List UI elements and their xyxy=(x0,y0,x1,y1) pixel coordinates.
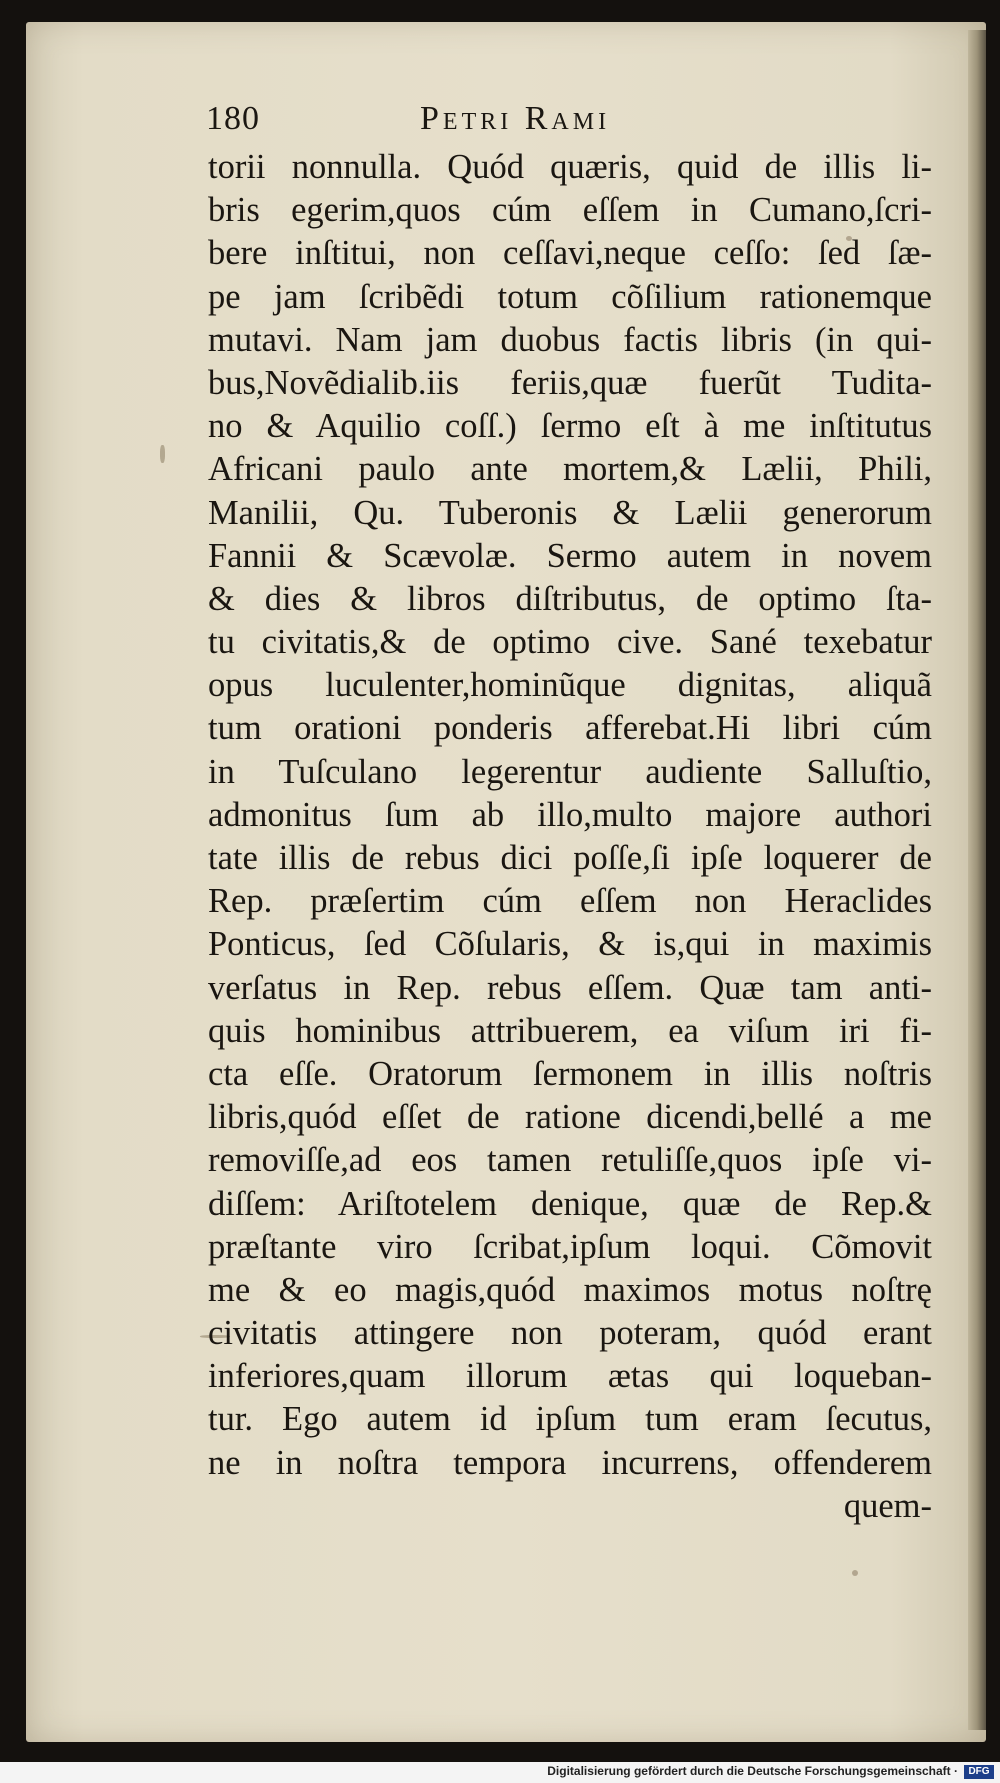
ink-spot xyxy=(852,1570,858,1576)
page-edge xyxy=(968,30,986,1730)
text-line: tur. Ego autem id ipſum tum eram ſecutus, xyxy=(208,1400,932,1439)
text-line: torii nonnulla. Quód quæris, quid de illis li- xyxy=(208,148,932,186)
text-line: & dies & libros diſtributus, de optimo ſta- xyxy=(208,579,932,618)
text-line: inferiores,quam illorum ætas qui loqueban- xyxy=(208,1357,932,1396)
text-line: tate illis de rebus dici poſſe,ſi ipſe loquerer de xyxy=(208,839,932,877)
text-line: me & eo magis,quód maximos motus noſtrę xyxy=(208,1270,932,1309)
text-line: admonitus ſum ab illo,multo majore authori xyxy=(208,795,932,834)
page-number: 180 xyxy=(206,100,260,137)
digitization-footer xyxy=(0,1762,1000,1783)
text-line: libris,quód eſſet de ratione dicendi,bellé a me xyxy=(208,1098,932,1137)
text-line: civitatis attingere non poteram, quód erant xyxy=(208,1314,932,1353)
text-line: pe jam ſcribẽdi totum cõſilium rationemque xyxy=(208,277,932,316)
text-line: opus luculenter,hominũque dignitas, aliquã xyxy=(208,666,932,705)
text-line: bus,Novẽdialib.iis feriis,quæ fuerũt Tudita- xyxy=(208,363,932,402)
ink-spot xyxy=(160,445,165,463)
text-line: verſatus in Rep. rebus eſſem. Quæ tam anti- xyxy=(208,968,932,1007)
text-line: mutavi. Nam jam duobus factis libris (in qui- xyxy=(208,320,932,359)
text-line: diſſem: Ariſtotelem denique, quæ de Rep.& xyxy=(208,1184,932,1223)
dfg-logo: DFG xyxy=(964,1765,994,1779)
text-line: tum orationi ponderis afferebat.Hi libri cúm xyxy=(208,709,932,748)
text-line: Rep. præſertim cúm eſſem non Heraclides xyxy=(208,882,932,921)
text-line: Africani paulo ante mortem,& Lælii, Phili, xyxy=(208,450,932,489)
catchword: quem- xyxy=(843,1486,932,1525)
text-line: quis hominibus attribuerem, ea viſum iri fi- xyxy=(208,1011,932,1050)
text-line: bris egerim,quos cúm eſſem in Cumano,ſcri- xyxy=(208,191,932,230)
text-line: bere inſtitui, non ceſſavi,neque ceſſo: ſed ſæ- xyxy=(208,234,932,273)
text-line: no & Aquilio coſſ.) ſermo eſt à me inſtitutus xyxy=(208,407,932,446)
text-line: tu civitatis,& de optimo cive. Sané texebatur xyxy=(208,623,932,662)
running-title: Petri Rami xyxy=(420,100,611,137)
text-line: in Tuſculano legerentur audiente Salluſtio, xyxy=(208,752,932,791)
text-line: removiſſe,ad eos tamen retuliſſe,quos ipſe vi- xyxy=(208,1141,932,1180)
text-line: Fannii & Scævolæ. Sermo autem in novem xyxy=(208,536,932,575)
text-line: præſtante viro ſcribat,ipſum loqui. Cõmovit xyxy=(208,1227,932,1266)
text-line: ne in noſtra tempora incurrens, offenderem xyxy=(208,1443,932,1482)
text-line: Manilii, Qu. Tuberonis & Lælii generorum xyxy=(208,493,932,532)
text-line: Ponticus, ſed Cõſularis, & is,qui in maximis xyxy=(208,925,932,964)
funding-credit: Digitalisierung gefördert durch die Deutsche Forschungsgemeinschaft · xyxy=(547,1764,958,1778)
body-text xyxy=(208,146,932,1528)
text-line: cta eſſe. Oratorum ſermonem in illis noſtris xyxy=(208,1054,932,1093)
page-header xyxy=(206,100,746,144)
